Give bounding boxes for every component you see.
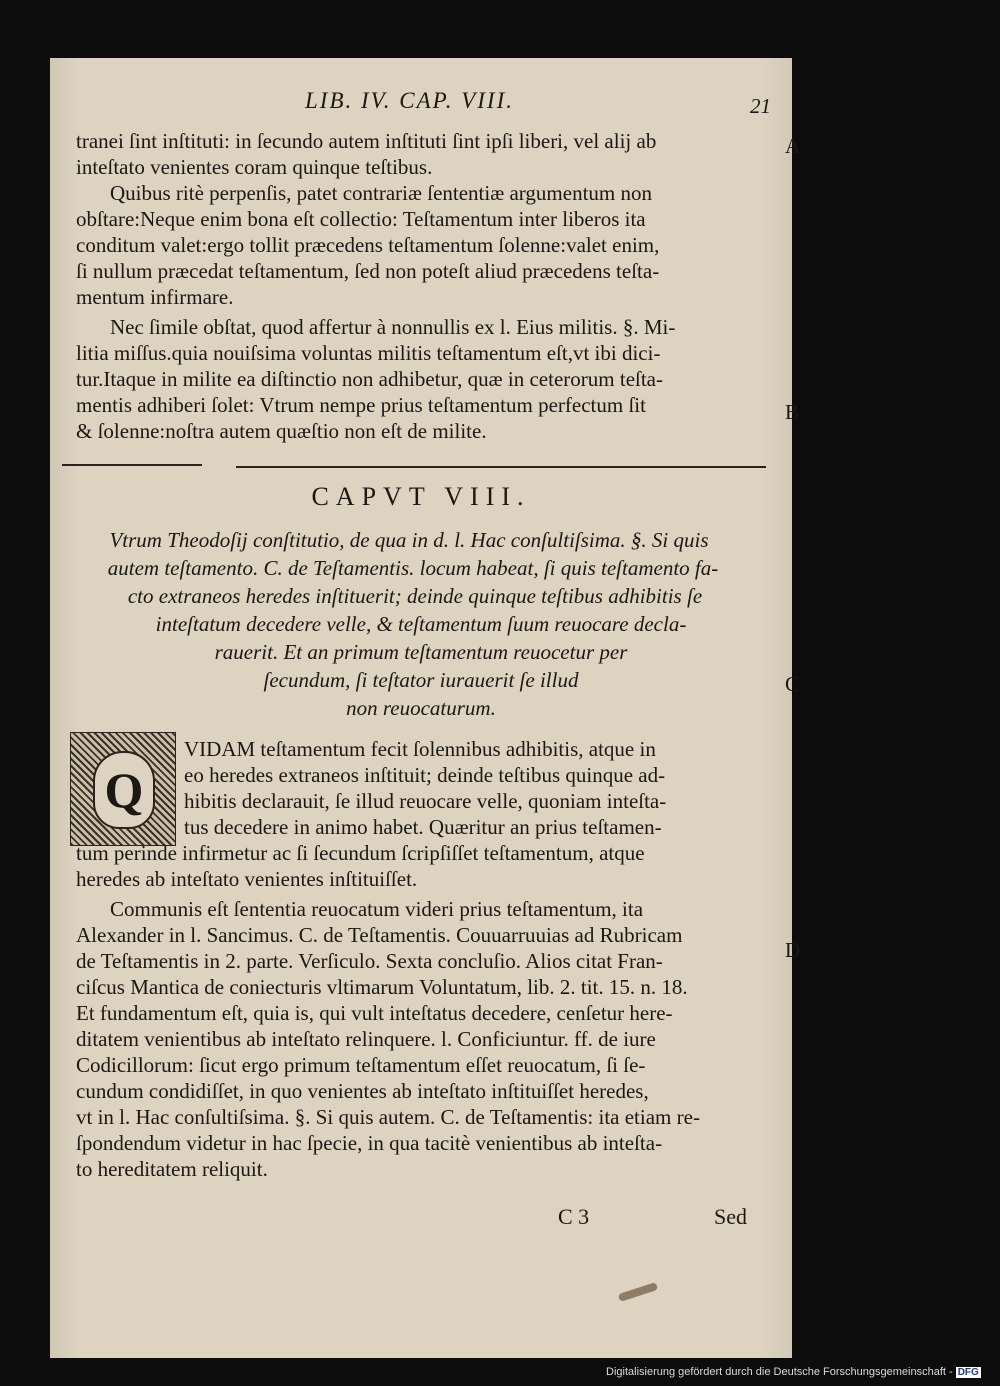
footer-credit xyxy=(606,1366,981,1378)
text-line: cundum condidiſſet, in quo venientes ab inteſtato inſtituiſſet heredes, xyxy=(76,1079,649,1103)
text-line: Codicillorum: ſicut ergo primum teſtamentum eſſet reuocatum, ſi ſe- xyxy=(76,1053,646,1077)
initial-letter: Q xyxy=(104,762,144,818)
text-line: ditatem venientibus ab inteſtato relinquere. l. Conficiuntur. ff. de iure xyxy=(76,1027,656,1051)
decorated-initial xyxy=(70,732,176,846)
text-line: tur.Itaque in milite ea diſtinctio non adhibetur, quæ in ceterorum teſta- xyxy=(76,367,663,391)
text-line: ſi nullum præcedat teſtamentum, ſed non poteſt aliud præcedens teſta- xyxy=(76,259,660,283)
text-line: Et fundamentum eſt, quia is, qui vult inteſtatus decedere, cenſetur here- xyxy=(76,1001,673,1025)
text-line: mentis adhiberi ſolet: Vtrum nempe prius teſtamentum perfectum ſit xyxy=(76,393,646,417)
running-title: LIB. IV. CAP. VIII. xyxy=(305,88,514,113)
margin-letter-c: C xyxy=(785,672,800,696)
text-line: tranei ſint inſtituti: in ſecundo autem inſtituti ſint ipſi liberi, vel alij ab xyxy=(76,129,657,153)
text-line: vt in l. Hac conſultiſsima. §. Si quis autem. C. de Teſtamentis: ita etiam re- xyxy=(76,1105,700,1129)
text-line: VIDAM teſtamentum fecit ſolennibus adhibitis, atque in xyxy=(184,737,656,761)
summary-line: inteſtatum decedere velle, & teſtamentum ſuum reuocare decla- xyxy=(155,612,687,636)
text-line: obſtare:Neque enim bona eſt collectio: Teſtamentum inter liberos ita xyxy=(76,207,646,231)
text-line: tus decedere in animo habet. Quæritur an prius teſtamen- xyxy=(184,815,662,839)
separator-rule xyxy=(62,464,202,466)
text-line: Alexander in l. Sancimus. C. de Teſtamentis. Couuarruuias ad Rubricam xyxy=(76,923,683,947)
summary-line: cto extraneos heredes inſtituerit; deinde quinque teſtibus adhibitis ſe xyxy=(127,584,703,608)
text-line: conditum valet:ergo tollit præcedens teſtamentum ſolenne:valet enim, xyxy=(76,233,660,257)
text-line: Communis eſt ſententia reuocatum videri prius teſtamentum, ita xyxy=(110,897,644,921)
margin-letter-a: A xyxy=(785,134,801,158)
text-line: inteſtato venientes coram quinque teſtibus. xyxy=(76,155,433,179)
margin-letter-d: D xyxy=(785,938,801,962)
folio-number: 21 xyxy=(750,94,771,118)
summary-line: autem teſtamento. C. de Teſtamentis. locum habeat, ſi quis teſtamento fa- xyxy=(107,556,719,580)
margin-letter-b: B xyxy=(785,400,800,424)
text-line: hibitis declarauit, ſe illud reuocare velle, quoniam inteſta- xyxy=(184,789,667,813)
dfg-logo: DFG xyxy=(957,1367,979,1378)
signature-mark: C 3 xyxy=(558,1204,590,1229)
text-line: & ſolenne:noſtra autem quæſtio non eſt de milite. xyxy=(76,419,487,443)
text-line: tum perinde infirmetur ac ſi ſecundum ſcripſiſſet teſtamentum, atque xyxy=(76,841,645,865)
chapter-title: CAPVT VIII. xyxy=(311,482,531,511)
catchword: Sed xyxy=(714,1204,747,1229)
text-line: Nec ſimile obſtat, quod affertur à nonnullis ex l. Eius militis. §. Mi- xyxy=(110,315,676,339)
text-line: de Teſtamentis in 2. parte. Verſiculo. Sexta concluſio. Alios citat Fran- xyxy=(76,949,663,973)
ink-smudge xyxy=(618,1282,659,1302)
book-page xyxy=(50,58,801,1358)
text-line: Quibus ritè perpenſis, patet contrariæ ſententiæ argumentum non xyxy=(110,181,652,205)
summary-line: ſecundum, ſi teſtator iurauerit ſe illud xyxy=(263,668,579,692)
text-line: to hereditatem reliquit. xyxy=(76,1157,268,1181)
footer-text: Digitalisierung gefördert durch die Deutsche Forschungsgemeinschaft - xyxy=(606,1366,953,1378)
separator-rule xyxy=(236,466,766,468)
text-line: mentum infirmare. xyxy=(76,285,234,309)
summary-line: rauerit. Et an primum teſtamentum reuocetur per xyxy=(214,640,628,664)
text-line: heredes ab inteſtato venientes inſtituiſſet. xyxy=(76,867,418,891)
text-line: litia miſſus.quia nouiſsima voluntas militis teſtamentum eſt,vt ibi dici- xyxy=(76,341,661,365)
text-line: ciſcus Mantica de coniecturis vltimarum Voluntatum, lib. 2. tit. 15. n. 18. xyxy=(76,975,688,999)
summary-line: Vtrum Theodoſij conſtitutio, de qua in d. l. Hac conſultiſsima. §. Si quis xyxy=(109,528,709,552)
text-line: ſpondendum videtur in hac ſpecie, in qua tacitè venientibus ab inteſta- xyxy=(76,1131,663,1155)
text-line: eo heredes extraneos inſtituit; deinde teſtibus quinque ad- xyxy=(184,763,666,787)
summary-line: non reuocaturum. xyxy=(346,696,496,720)
